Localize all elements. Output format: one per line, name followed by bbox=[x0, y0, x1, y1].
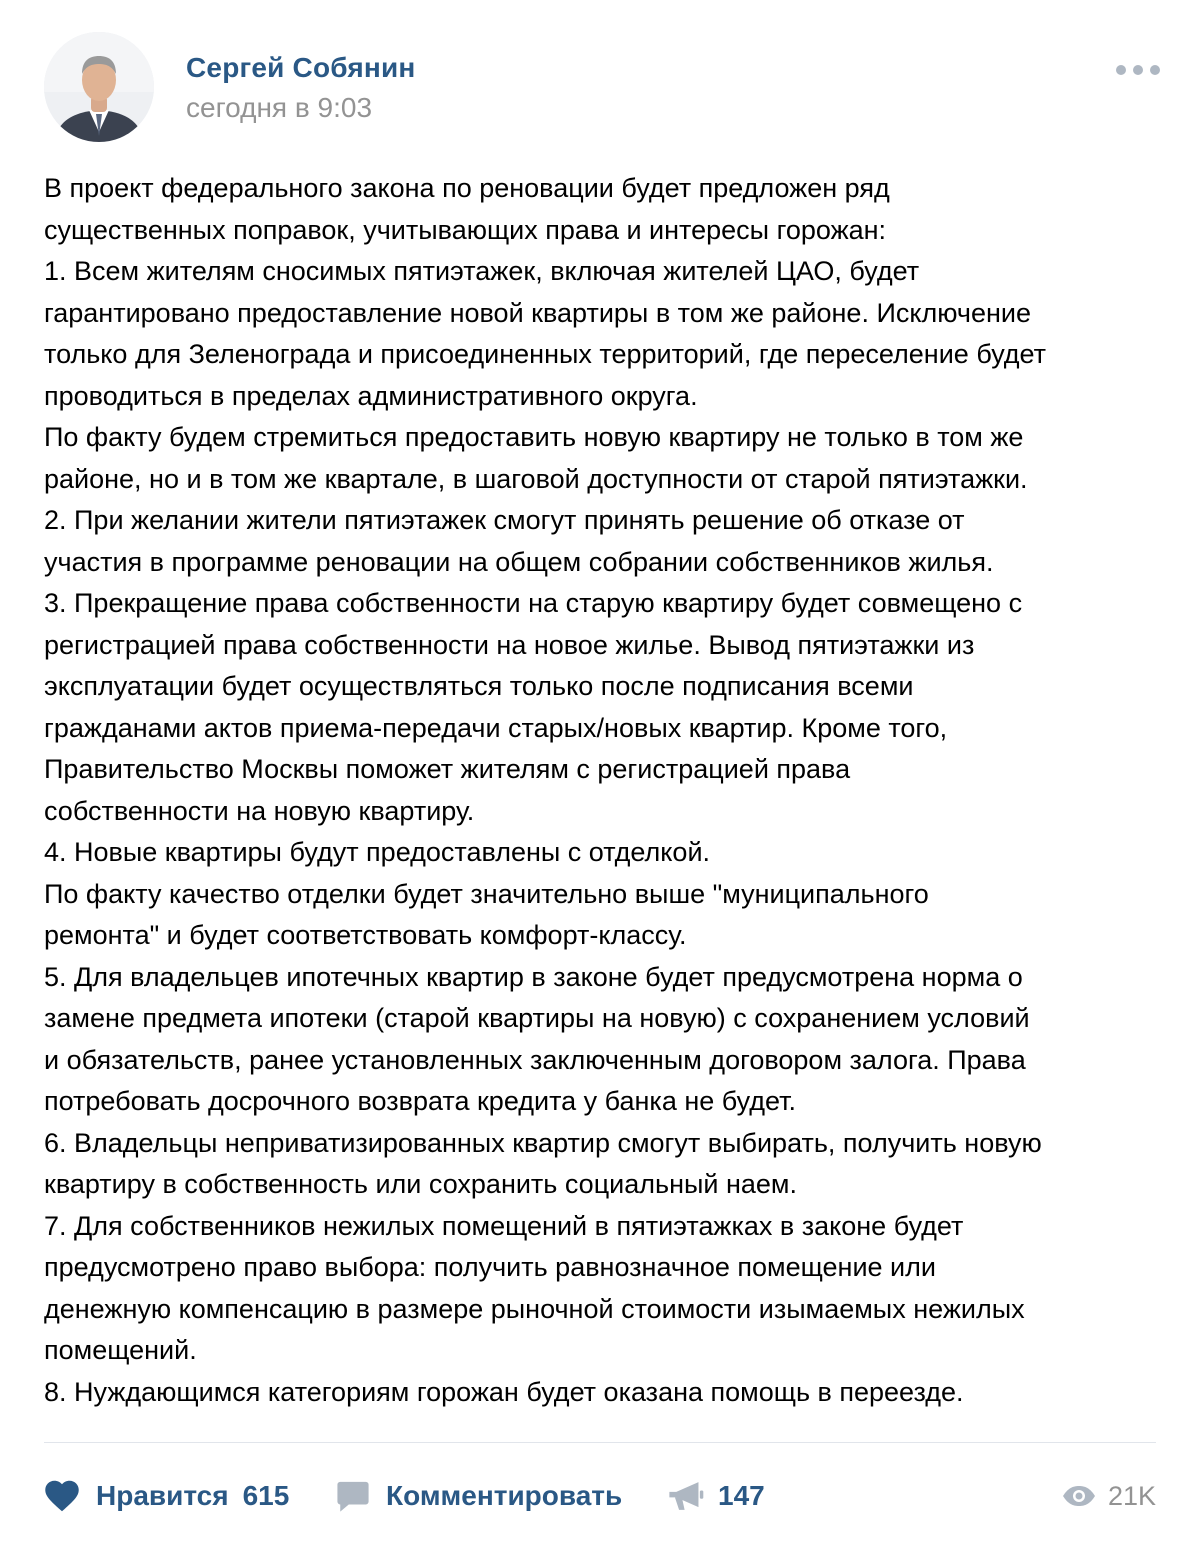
views-count: 21K bbox=[1107, 1480, 1156, 1511]
eye-icon bbox=[1062, 1485, 1096, 1507]
text-line: 8. Нуждающимся категориям горожан будет оказана помощь в переезде. bbox=[44, 1376, 964, 1407]
text-line: проводиться в пределах административного округа. bbox=[44, 380, 698, 411]
comment-icon bbox=[336, 1479, 370, 1513]
text-line: замене предмета ипотеки (старой квартиры на новую) с сохранением условий bbox=[44, 1003, 1030, 1033]
dot bbox=[1150, 65, 1160, 75]
post-time[interactable]: сегодня в 9:03 bbox=[186, 92, 373, 123]
text-line: 7. Для собственников нежилых помещений в пятиэтажках в законе будет bbox=[44, 1210, 964, 1241]
text-line: помещений. bbox=[44, 1335, 197, 1365]
divider bbox=[44, 1442, 1156, 1443]
text-line: потребовать досрочного возврата кредита у банка не будет. bbox=[44, 1086, 797, 1116]
author-name[interactable]: Сергей Собянин bbox=[186, 52, 416, 83]
post-actions bbox=[44, 1470, 1156, 1522]
views-counter bbox=[1062, 1470, 1156, 1522]
comment-label: Комментировать bbox=[386, 1480, 623, 1511]
dot bbox=[1116, 65, 1126, 75]
avatar-image bbox=[44, 32, 154, 142]
text-line: существенных поправок, учитывающих права и интересы горожан: bbox=[44, 214, 887, 245]
text-line: предусмотрено право выбора: получить равнозначное помещение или bbox=[44, 1252, 936, 1282]
text-line: гарантировано предоставление новой квартиры в том же районе. Исключение bbox=[44, 297, 1031, 328]
megaphone-icon bbox=[668, 1479, 704, 1513]
text-line: Правительство Москвы поможет жителям с регистрацией права bbox=[44, 754, 851, 784]
like-count: 615 bbox=[242, 1480, 290, 1511]
text-line: собственности на новую квартиру. bbox=[44, 795, 475, 826]
text-line: 5. Для владельцев ипотечных квартир в законе будет предусмотрена норма о bbox=[44, 961, 1023, 992]
text-line: 6. Владельцы неприватизированных квартир смогут выбирать, получить новую bbox=[44, 1127, 1042, 1158]
text-line: По факту качество отделки будет значительно выше "муниципального bbox=[44, 878, 929, 909]
comment-button[interactable] bbox=[336, 1470, 622, 1522]
post-header bbox=[44, 32, 1160, 144]
text-line: эксплуатации будет осуществляться только после подписания всеми bbox=[44, 671, 914, 701]
share-count: 147 bbox=[718, 1480, 765, 1511]
text-line: 1. Всем жителям сносимых пятиэтажек, включая жителей ЦАО, будет bbox=[44, 256, 920, 286]
text-line: квартиру в собственность или сохранить социальный наем. bbox=[44, 1169, 797, 1199]
post-text bbox=[44, 168, 1169, 1413]
text-line: 4. Новые квартиры будут предоставлены с отделкой. bbox=[44, 837, 711, 867]
text-line: В проект федерального закона по реновации будет предложен ряд bbox=[44, 173, 890, 203]
text-line: только для Зеленограда и присоединенных территорий, где переселение будет bbox=[44, 339, 1047, 369]
text-line: участия в программе реновации на общем собрании собственников жилья. bbox=[44, 546, 994, 577]
heart-icon bbox=[44, 1480, 80, 1512]
text-line: районе, но и в том же квартале, в шаговой доступности от старой пятиэтажки. bbox=[44, 463, 1028, 494]
avatar[interactable] bbox=[44, 32, 154, 142]
text-line: 2. При желании жители пятиэтажек смогут принять решение об отказе от bbox=[44, 505, 965, 535]
text-line: денежную компенсацию в размере рыночной стоимости изымаемых нежилых bbox=[44, 1293, 1025, 1324]
more-dots-icon[interactable] bbox=[1116, 60, 1160, 80]
text-line: ремонта" и будет соответствовать комфорт-классу. bbox=[44, 920, 687, 950]
text-line: и обязательств, ранее установленных заключенным договором залога. Права bbox=[44, 1044, 1026, 1075]
text-line: По факту будем стремиться предоставить новую квартиру не только в том же bbox=[44, 422, 1024, 452]
dot bbox=[1133, 65, 1143, 75]
text-line: регистрацией права собственности на новое жилье. Вывод пятиэтажки из bbox=[44, 629, 975, 660]
like-label: Нравится bbox=[96, 1480, 229, 1511]
text-line: гражданами актов приема-передачи старых/новых квартир. Кроме того, bbox=[44, 712, 948, 743]
like-button[interactable] bbox=[44, 1470, 289, 1522]
share-button[interactable] bbox=[668, 1470, 765, 1522]
text-line: 3. Прекращение права собственности на старую квартиру будет совмещено с bbox=[44, 588, 1023, 618]
